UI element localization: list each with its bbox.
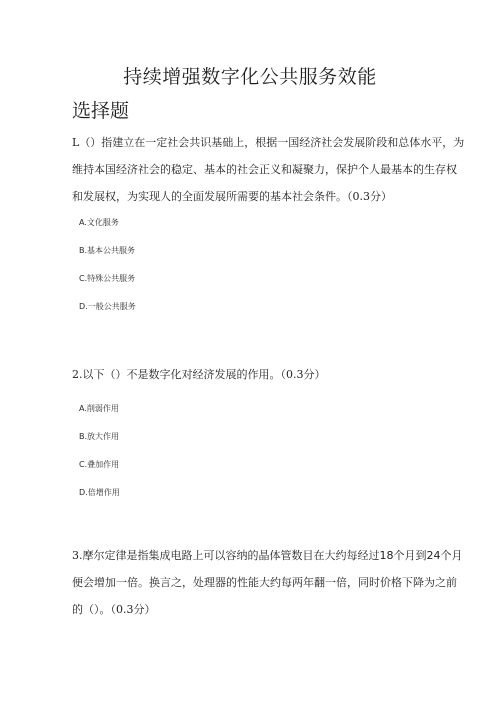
question-1-options	[79, 217, 136, 329]
question-1-number: L	[72, 136, 80, 149]
question-2-number: 2.	[72, 368, 83, 381]
question-2-option-d[interactable]: D.倍增作用	[79, 488, 120, 497]
question-3-points: （0.3分）	[110, 603, 156, 616]
question-2-option-c[interactable]: C.叠加作用	[79, 460, 120, 469]
question-2	[72, 361, 432, 388]
question-2-options	[79, 403, 120, 515]
question-1-points: （0.3分）	[347, 190, 392, 203]
question-2-text-line-1: 以下（）不是数字化对经济发展的作用。	[82, 368, 281, 381]
question-3-text-line-3: 的（）。	[72, 603, 111, 616]
question-1-option-b[interactable]: B.基本公共服务	[79, 246, 136, 255]
question-3	[72, 542, 463, 623]
question-1-text-line-1: （）指建立在一定社会共识基础上，根据一国经济社会发展阶段和总体水平，为	[79, 136, 465, 149]
question-3-line-1	[72, 542, 463, 569]
question-1-option-d[interactable]: D.一般公共服务	[79, 302, 136, 311]
question-2-line-1	[72, 361, 432, 388]
section-heading: 选择题	[72, 100, 130, 122]
question-2-option-b[interactable]: B.放大作用	[79, 432, 120, 441]
question-3-number: 3.	[72, 549, 83, 562]
question-1-line-3	[72, 183, 432, 210]
question-1-line-1	[72, 129, 465, 156]
question-3-line-3	[72, 596, 432, 623]
question-1-text-line-2: 维持本国经济社会的稳定、基本的社会正义和凝聚力，保护个人最基本的生存权	[72, 163, 457, 176]
document-title: 持续增强数字化公共服务效能	[123, 66, 377, 88]
question-3-text-line-2: 便会增加一倍。换言之，处理器的性能大约每两年翻一倍，同时价格下降为之前	[72, 576, 457, 589]
question-1-text-line-3: 和发展权，为实现人的全面发展所需要的基本社会条件。	[72, 190, 347, 203]
question-2-points: （0.3分）	[280, 368, 326, 381]
question-1-option-c[interactable]: C.特殊公共服务	[79, 274, 136, 283]
question-3-text-line-1: 摩尔定律是指集成电路上可以容纳的晶体管数目在大约每经过18个月到24个月	[82, 549, 463, 562]
question-1	[72, 129, 465, 210]
question-2-option-a[interactable]: A.削弱作用	[79, 404, 119, 413]
question-1-option-a[interactable]: A.文化服务	[79, 218, 119, 227]
